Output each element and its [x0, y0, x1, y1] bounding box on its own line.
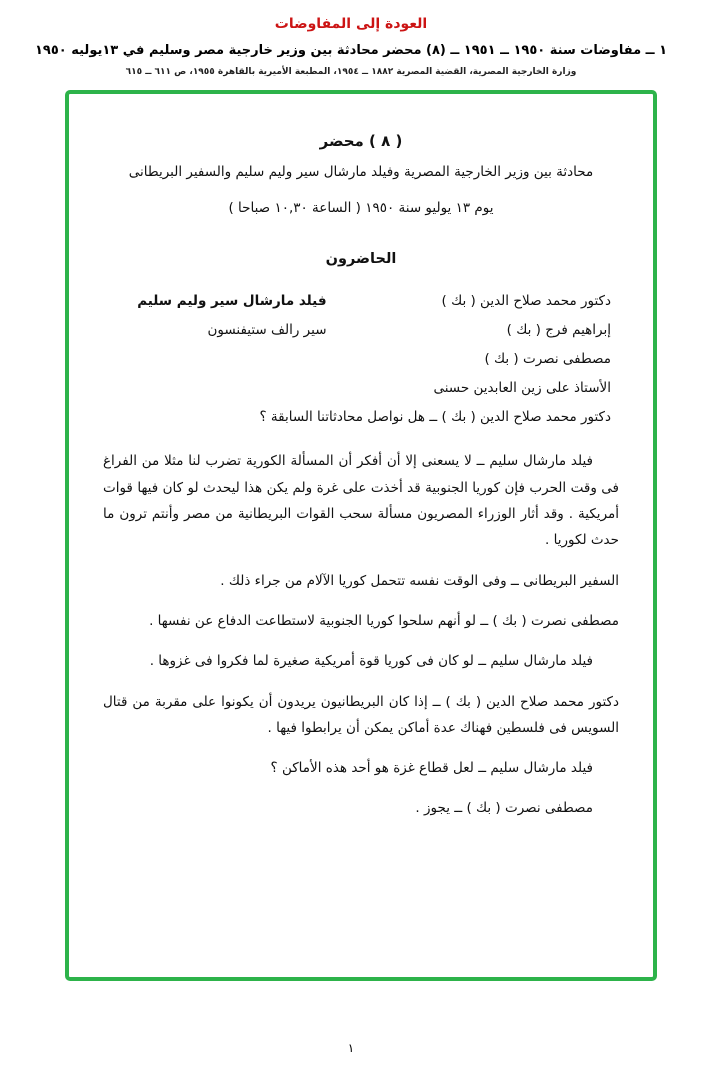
attendee-row — [103, 374, 619, 403]
attendee-british — [103, 345, 327, 374]
dialogue-paragraph: فيلد مارشال سليم ــ لو كان فى كوريا قوة أمريكية صغيرة لما فكروا فى غزوها . — [149, 653, 593, 670]
dialogue-paragraph: فيلد مارشال سليم ــ لا يسعنى إلا أن أفكر أن المسألة الكورية تضرب لنا مثلا من الفراغ فى وقت الحرب فإن كوريا الجنوبية قد أخذت على غرة ولم يكن هذا ليحدث لو كان فيها قوات أمريكية . وقد أثار الوزراء المصريون مسألة سحب القوات البريطانية من مصر وأنتم ترون ما حدث لكوريا . — [103, 453, 619, 549]
attendee-row — [103, 287, 619, 316]
attendee-british — [103, 374, 327, 403]
opening-question: دكتور محمد صلاح الدين ( بك ) ــ هل نواصل محادثاتنا السابقة ؟ — [259, 409, 611, 426]
attendee-egyptian: إبراهيم فرج ( بك ) — [506, 322, 611, 339]
dialogue-paragraph: مصطفى نصرت ( بك ) ــ لو أنهم سلحوا كوريا الجنوبية لاستطاعت الدفاع عن نفسها . — [149, 612, 619, 629]
section-heading: ١ ــ مفاوضات سنة ١٩٥٠ ــ ١٩٥١ ــ (٨) محضر محادثة بين وزير خارجية مصر وسليم في ١٣يوليه ١٩٥٠ — [34, 43, 668, 58]
attendees-list — [103, 287, 619, 432]
attendee-egyptian: دكتور محمد صلاح الدين ( بك ) — [441, 293, 611, 310]
document-page — [0, 16, 702, 1073]
dialogue-transcript — [103, 448, 619, 821]
attendee-row — [103, 316, 619, 345]
dialogue-paragraph: فيلد مارشال سليم ــ لعل قطاع غزة هو أحد هذه الأماكن ؟ — [270, 760, 593, 777]
document-subtitle-line1: محادثة بين وزير الخارجية المصرية وفيلد مارشال سير وليم سليم والسفير البريطانى — [128, 164, 594, 180]
source-citation: وزارة الخارجية المصرية، القضية المصرية ١٨٨٢ ــ ١٩٥٤، المطبعة الأميرية بالقاهرة ١٩٥٥، ص ٦١١ ــ ٦١٥ — [125, 67, 577, 77]
attendees-heading: الحاضرون — [325, 251, 397, 268]
page-title: العودة إلى المفاوضات — [274, 16, 428, 32]
document-subtitle-line2: يوم ١٣ يوليو سنة ١٩٥٠ ( الساعة ١٠,٣٠ صباحا ) — [228, 199, 494, 216]
dialogue-paragraph: السفير البريطانى ــ وفى الوقت نفسه تتحمل كوريا الآلام من جراء ذلك . — [220, 572, 619, 589]
dialogue-paragraph: مصطفى نصرت ( بك ) ــ يجوز . — [415, 800, 593, 817]
document-scan-box — [65, 90, 657, 981]
page-number: ١ — [347, 1041, 355, 1055]
attendee-british: فيلد مارشال سير وليم سليم — [137, 293, 327, 310]
attendee-egyptian: مصطفى نصرت ( بك ) — [484, 351, 611, 368]
attendee-row — [103, 403, 619, 432]
attendee-row — [103, 345, 619, 374]
document-title: ( ٨ ) محضر — [319, 132, 403, 150]
attendee-british: سير رالف ستيفنسون — [207, 322, 327, 339]
dialogue-paragraph: دكتور محمد صلاح الدين ( بك ) ــ إذا كان البريطانيون يريدون أن يكونوا على مقربة من قتال السويس فى فلسطين فهناك عدة أماكن يمكن أن يرابطوا فيها . — [103, 693, 619, 736]
attendee-egyptian: الأستاذ على زين العابدين حسنى — [433, 380, 611, 397]
